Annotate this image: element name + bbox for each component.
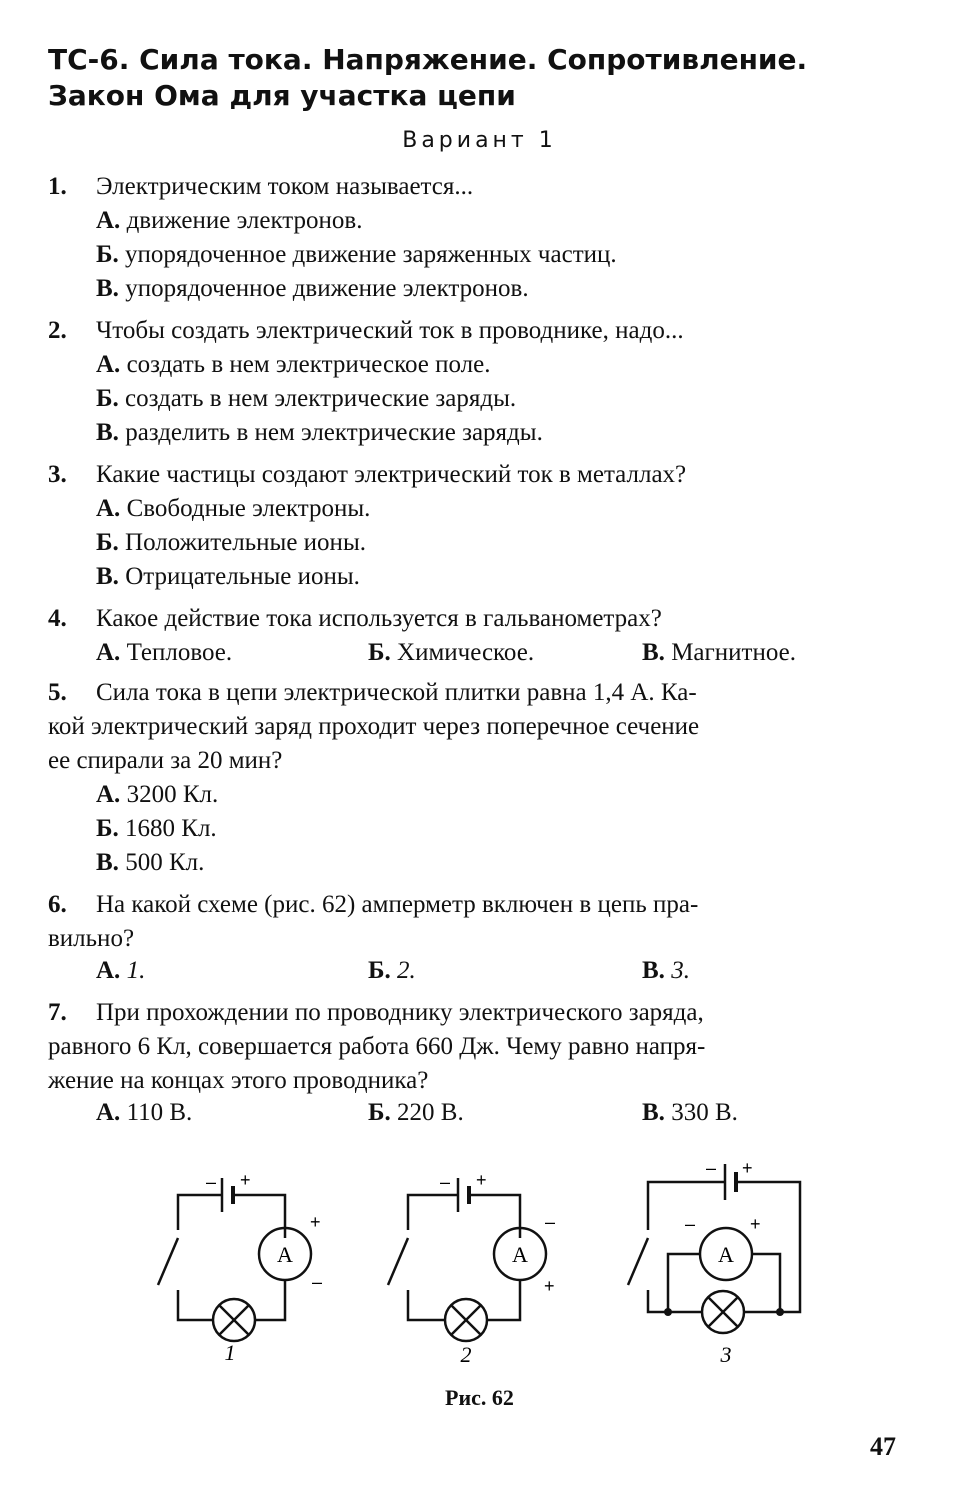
question-number: 6. — [48, 891, 67, 918]
answer-option — [96, 526, 366, 560]
answer-option — [96, 382, 516, 416]
option-letter: А. — [96, 781, 121, 808]
option-letter: Б. — [368, 1099, 391, 1126]
variant-heading: Вариант 1 — [402, 128, 557, 153]
answer-option — [96, 272, 529, 306]
wire — [648, 1290, 668, 1312]
answer-option — [96, 636, 232, 670]
option-letter: А. — [96, 207, 121, 234]
switch-icon — [628, 1238, 648, 1285]
switch-icon — [388, 1238, 408, 1285]
option-letter: А. — [96, 639, 121, 666]
ammeter-label: А — [512, 1242, 528, 1267]
option-text: создать в нем электрическое поле. — [126, 351, 491, 378]
answer-option — [96, 238, 617, 272]
wire — [487, 1280, 520, 1320]
option-text: Положительные ионы. — [125, 529, 366, 556]
wire — [178, 1195, 222, 1230]
wire — [178, 1290, 213, 1320]
option-text: 330 В. — [671, 1099, 738, 1126]
scheme-3 — [628, 1164, 800, 1333]
scheme-label: 1 — [224, 1340, 236, 1365]
question-number: 2. — [48, 317, 67, 344]
scheme-label: 3 — [720, 1342, 732, 1367]
option-letter: В. — [96, 849, 119, 876]
option-letter: Б. — [96, 385, 119, 412]
question-text-line: Сила тока в цепи электрической плитки равна 1,4 А. Ка- — [96, 679, 697, 706]
option-text: 3. — [671, 957, 690, 984]
question-text-line: равного 6 Кл, совершается работа 660 Дж. Чему равно напря- — [48, 1033, 706, 1060]
title-line-2: Закон Ома для участка цепи — [48, 79, 516, 112]
option-letter: Б. — [96, 241, 119, 268]
wire — [408, 1290, 445, 1320]
option-letter: Б. — [368, 639, 391, 666]
option-letter: А. — [96, 495, 121, 522]
option-text: Химическое. — [397, 639, 535, 666]
option-text: 2. — [397, 957, 416, 984]
minus-sign: – — [545, 1212, 556, 1232]
answer-option — [96, 954, 145, 988]
wire — [233, 1195, 285, 1238]
wire — [469, 1195, 520, 1238]
plus-sign: + — [750, 1214, 761, 1234]
option-text: упорядоченное движение электронов. — [125, 275, 529, 302]
option-text: 1680 Кл. — [125, 815, 217, 842]
option-letter: В. — [96, 419, 119, 446]
option-letter: А. — [96, 1099, 121, 1126]
answer-option — [368, 636, 534, 670]
question-text-line: жение на концах этого проводника? — [48, 1067, 429, 1094]
wire — [408, 1195, 458, 1230]
option-letter: Б. — [96, 529, 119, 556]
option-text: Тепловое. — [126, 639, 233, 666]
option-text: разделить в нем электрические заряды. — [125, 419, 543, 446]
question-text-line: кой электрический заряд проходит через поперечное сечение — [48, 713, 700, 740]
plus-sign: + — [544, 1276, 555, 1296]
minus-sign: – — [206, 1172, 217, 1192]
plus-sign: + — [476, 1170, 487, 1190]
option-text: Отрицательные ионы. — [125, 563, 360, 590]
answer-option — [642, 954, 690, 988]
question-number: 3. — [48, 461, 67, 488]
switch-icon — [158, 1238, 178, 1285]
option-text: упорядоченное движение заряженных частиц. — [125, 241, 617, 268]
ammeter-label: А — [277, 1242, 293, 1267]
option-letter: Б. — [368, 957, 391, 984]
title-line-1: ТС-6. Сила тока. Напряжение. Сопротивление. — [48, 43, 808, 76]
option-text: создать в нем электрические заряды. — [125, 385, 517, 412]
answer-option — [368, 1096, 464, 1130]
question-text: Чтобы создать электрический ток в проводнике, надо... — [96, 317, 684, 344]
ammeter-label: А — [718, 1242, 734, 1267]
option-letter: В. — [642, 1099, 665, 1126]
option-letter: А. — [96, 351, 121, 378]
answer-option — [96, 204, 362, 238]
wire — [736, 1182, 800, 1312]
minus-sign: – — [440, 1172, 451, 1192]
question-number: 5. — [48, 679, 67, 706]
option-text: 220 В. — [397, 1099, 464, 1126]
question-text: Электрическим током называется... — [96, 173, 474, 200]
option-letter: В. — [96, 275, 119, 302]
option-letter: Б. — [96, 815, 119, 842]
option-letter: А. — [96, 957, 121, 984]
answer-option — [96, 416, 543, 450]
option-letter: В. — [642, 957, 665, 984]
answer-option — [96, 778, 218, 812]
junction-dot — [776, 1308, 784, 1316]
option-letter: В. — [642, 639, 665, 666]
question-number: 7. — [48, 999, 67, 1026]
option-letter: В. — [96, 563, 119, 590]
question-text: Какие частицы создают электрический ток в металлах? — [96, 461, 687, 488]
answer-option — [96, 846, 204, 880]
wire — [668, 1254, 700, 1312]
question-text-line: При прохождении по проводнику электрического заряда, — [96, 999, 704, 1026]
answer-option — [368, 954, 416, 988]
answer-option — [642, 636, 796, 670]
answer-option — [96, 560, 360, 594]
answer-option — [96, 348, 491, 382]
page-title — [48, 42, 807, 114]
wire — [752, 1254, 780, 1312]
answer-option — [96, 1096, 192, 1130]
figure-caption: Рис. 62 — [445, 1385, 514, 1410]
question-text-line: вильно? — [48, 925, 135, 952]
minus-sign: – — [706, 1158, 717, 1178]
question-text: Какое действие тока используется в гальванометрах? — [96, 605, 662, 632]
scheme-label: 2 — [460, 1342, 472, 1367]
option-text: 3200 Кл. — [126, 781, 219, 808]
answer-option — [642, 1096, 738, 1130]
plus-sign: + — [240, 1170, 251, 1190]
wire — [255, 1280, 285, 1320]
circuit-figure — [140, 1150, 820, 1375]
junction-dot — [664, 1308, 672, 1316]
option-text: движение электронов. — [126, 207, 363, 234]
question-text-line: ее спирали за 20 мин? — [48, 747, 283, 774]
plus-sign: + — [742, 1158, 753, 1178]
plus-sign: + — [310, 1212, 321, 1232]
page-number: 47 — [870, 1432, 896, 1461]
minus-sign: – — [685, 1214, 696, 1234]
option-text: Свободные электроны. — [126, 495, 371, 522]
question-number: 4. — [48, 605, 67, 632]
question-text-line: На какой схеме (рис. 62) амперметр включен в цепь пра- — [96, 891, 699, 918]
option-text: 500 Кл. — [125, 849, 205, 876]
question-number: 1. — [48, 173, 67, 200]
answer-option — [96, 492, 370, 526]
answer-option — [96, 812, 217, 846]
minus-sign: – — [312, 1272, 323, 1292]
option-text: 1. — [126, 957, 146, 984]
option-text: Магнитное. — [671, 639, 796, 666]
option-text: 110 В. — [126, 1099, 193, 1126]
